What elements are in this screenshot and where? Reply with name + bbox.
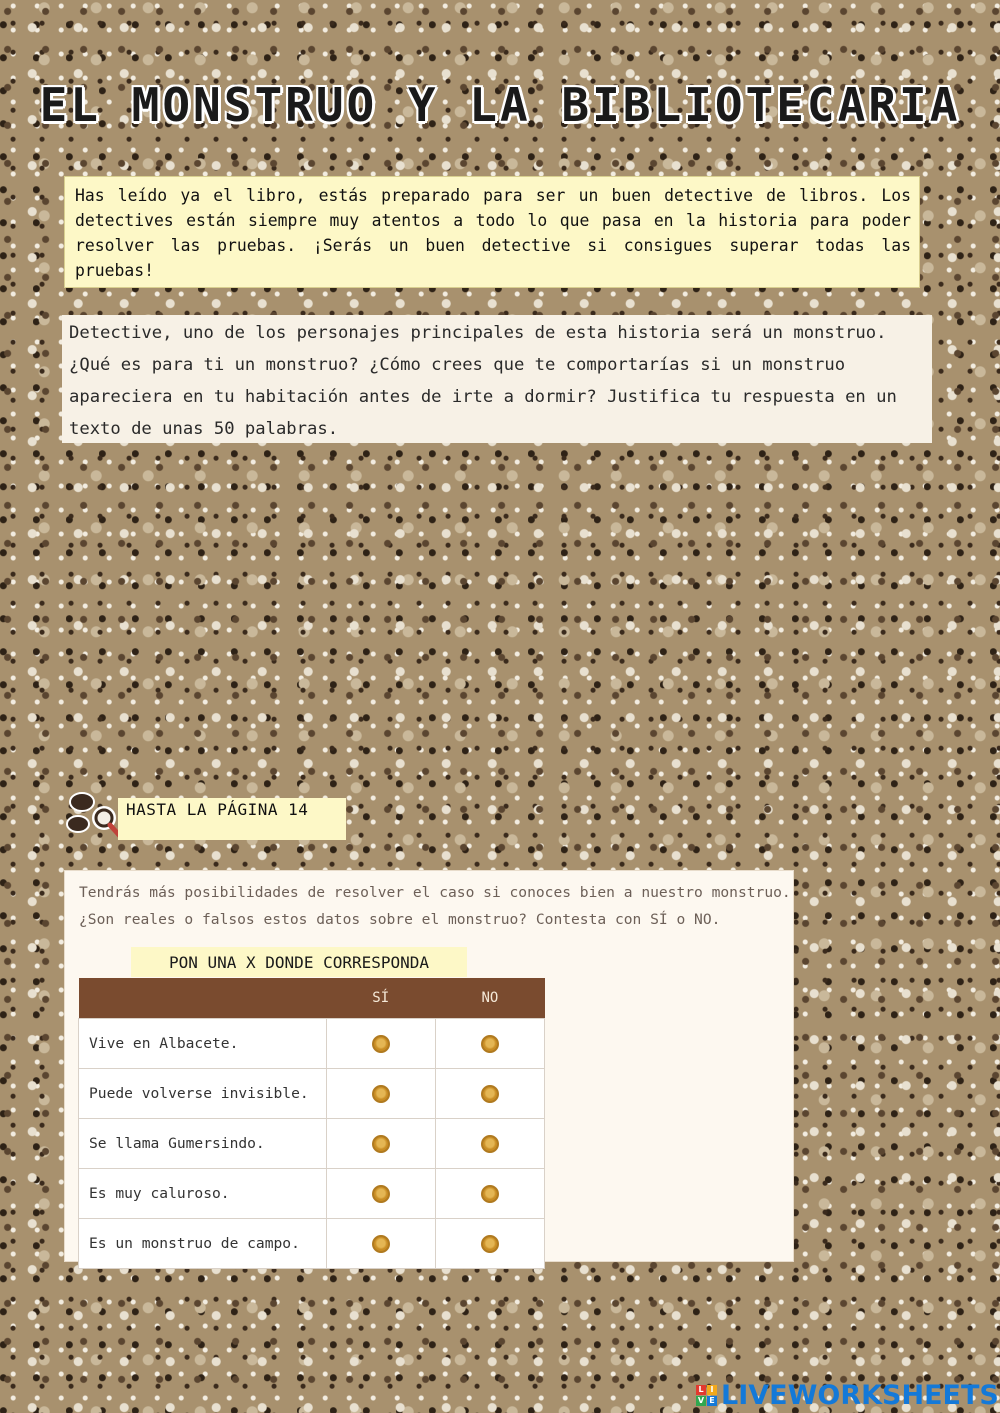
si-radio[interactable]	[372, 1235, 390, 1253]
table-row	[79, 1219, 545, 1269]
si-radio[interactable]	[372, 1185, 390, 1203]
si-cell	[326, 1169, 435, 1219]
table-row	[79, 1069, 545, 1119]
logo-text: LIVEWORKSHEETS	[721, 1379, 999, 1411]
no-radio[interactable]	[481, 1135, 499, 1153]
section-label: HASTA LA PÁGINA 14	[118, 798, 346, 840]
detective-magnifier-icon	[64, 788, 126, 848]
quiz-sub-instruction: PON UNA X DONDE CORRESPONDA	[131, 947, 467, 977]
no-radio[interactable]	[481, 1085, 499, 1103]
no-cell	[435, 1219, 544, 1269]
no-cell	[435, 1169, 544, 1219]
worksheet-title: EL MONSTRUO Y LA BIBLIOTECARIA	[39, 78, 961, 132]
si-cell	[326, 1219, 435, 1269]
open-question: Detective, uno de los personajes principales de esta historia será un monstruo. ¿Qué es para ti un monstruo? ¿Cómo crees que te comportarías si un monstruo apareciera en tu habitación antes de irte a dormir? Justifica tu respuesta en un texto de unas 50 palabras.	[62, 315, 932, 443]
si-cell	[326, 1069, 435, 1119]
statement-cell: Es muy caluroso.	[79, 1169, 327, 1219]
si-radio[interactable]	[372, 1085, 390, 1103]
column-header-statement	[79, 978, 327, 1019]
statement-cell: Se llama Gumersindo.	[79, 1119, 327, 1169]
no-radio[interactable]	[481, 1035, 499, 1053]
true-false-table	[78, 978, 545, 1269]
intro-text: Has leído ya el libro, estás preparado para ser un buen detective de libros. Los detectives están siempre muy atentos a todo lo que pasa en la historia para poder resolver las pruebas. ¡Serás un buen detective si consigues superar todas las pruebas!	[64, 176, 920, 288]
quiz-panel	[64, 870, 794, 1262]
column-header-si: SÍ	[326, 978, 435, 1019]
column-header-no: NO	[435, 978, 544, 1019]
no-radio[interactable]	[481, 1185, 499, 1203]
no-cell	[435, 1019, 544, 1069]
quiz-instructions: Tendrás más posibilidades de resolver el caso si conoces bien a nuestro monstruo. ¿Son reales o falsos estos datos sobre el monstruo? Contesta con SÍ o NO.	[79, 884, 791, 928]
liveworksheets-mark-icon: L I V E	[696, 1385, 717, 1406]
table-row	[79, 1119, 545, 1169]
statement-cell: Es un monstruo de campo.	[79, 1219, 327, 1269]
si-cell	[326, 1019, 435, 1069]
statement-cell: Vive en Albacete.	[79, 1019, 327, 1069]
si-cell	[326, 1119, 435, 1169]
no-radio[interactable]	[481, 1235, 499, 1253]
table-row	[79, 1019, 545, 1069]
si-radio[interactable]	[372, 1035, 390, 1053]
table-row	[79, 1169, 545, 1219]
si-radio[interactable]	[372, 1135, 390, 1153]
liveworksheets-logo	[696, 1378, 999, 1412]
statement-cell: Puede volverse invisible.	[79, 1069, 327, 1119]
no-cell	[435, 1119, 544, 1169]
no-cell	[435, 1069, 544, 1119]
